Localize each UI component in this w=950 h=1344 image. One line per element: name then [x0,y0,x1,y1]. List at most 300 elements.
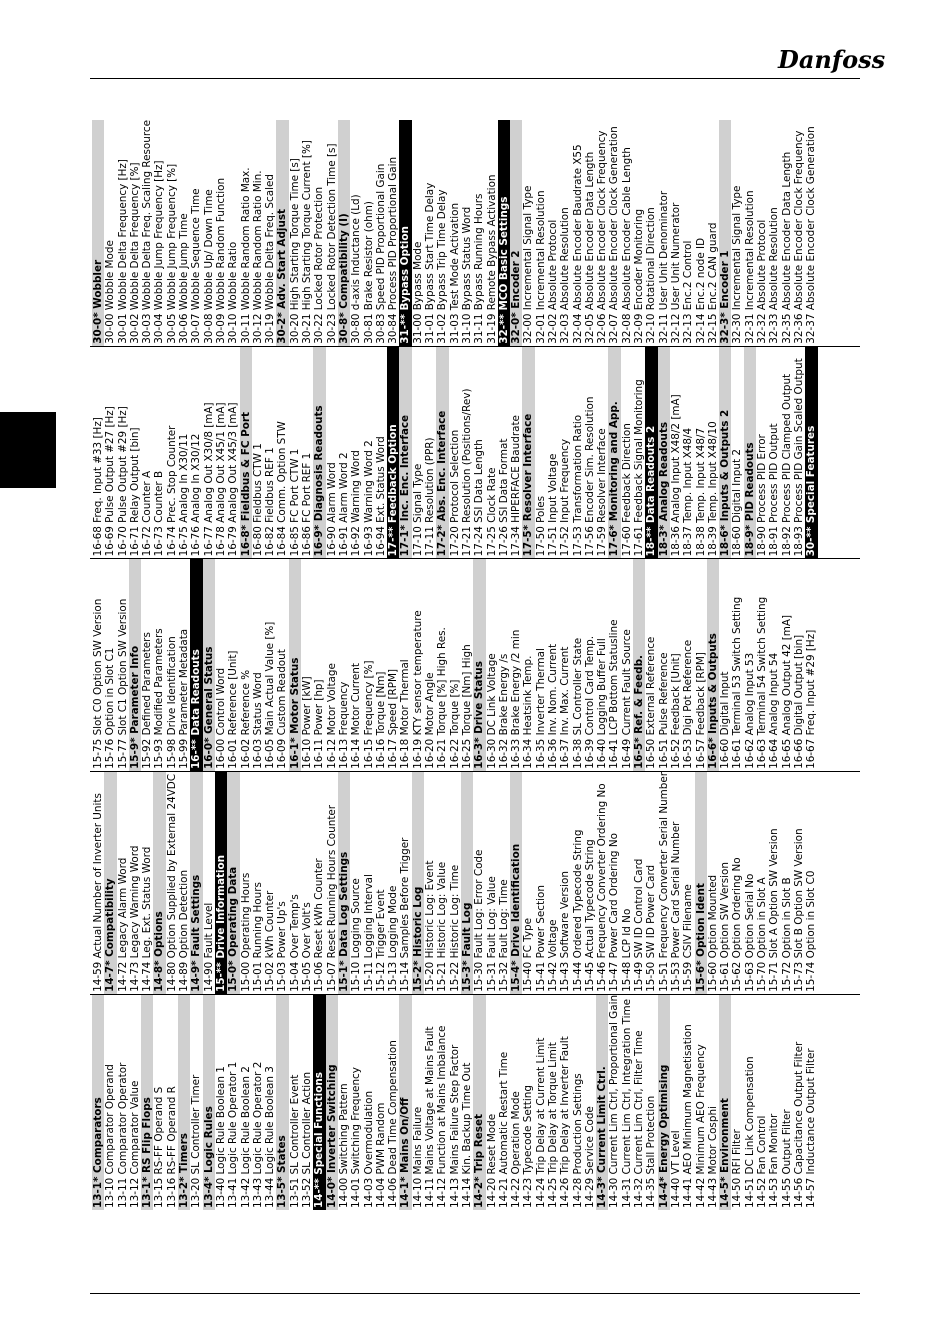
parameter-row: 16-39 Control Card Temp. [583,635,596,769]
parameter-row: 14-72 Legacy Alarm Word [116,857,129,992]
parameter-row: 15-71 Slot A Option SW Version [768,828,781,992]
parameter-row: 16-70 Pulse Output #29 [Hz] [116,406,129,557]
parameter-group-header: 30-8* Compatibility (I) [338,120,350,346]
parameter-row: 16-17 Speed [RPM] [387,668,400,769]
parameter-row: 16-50 External Reference [645,636,658,769]
parameter-column-3 [90,558,860,771]
parameter-row: 15-73 Slot B Option SW Version [792,828,805,992]
parameter-row: 15-77 Slot C1 Option SW Version [116,598,129,769]
parameter-row: 16-82 Fieldbus REF 1 [264,447,277,557]
parameter-row: 32-13 Enc.2 Control [682,240,695,344]
parameter-row: 15-41 Power Section [534,885,547,992]
parameter-row: 15-48 LCP Id No [620,908,633,992]
parameter-row: 16-49 Current Fault Source [620,629,633,769]
parameter-row: 15-07 Reset Running Hours Counter [325,804,338,992]
parameter-row: 31-19 Remote Bypass Activation [485,174,498,344]
parameter-row: 16-73 Counter B [153,470,166,557]
parameter-row: 15-45 Actual Typecode String [583,839,596,992]
parameter-row: 17-34 HIPERFACE Baudrate [510,415,523,557]
parameter-group-header: 15-0* Operating Data [227,772,239,994]
parameter-group-header: 15-1* Data Log Settings [338,772,350,994]
parameter-group-header: 16-1* Motor Status [289,559,301,771]
parameter-row: 14-20 Reset Mode [485,1113,498,1208]
parameter-row: 30-21 High Starting Torque Current [%] [301,140,314,344]
parameter-row: 16-63 Terminal 54 Switch Setting [756,596,769,769]
parameter-row: 17-56 Encoder Sim. Resolution [583,396,596,557]
parameter-row: 17-60 Feedback Direction [620,423,633,557]
parameter-row: 14-41 AEO Minimum Magnetisation [682,1024,695,1208]
parameter-row: 16-38 SL Controller State [571,637,584,769]
parameter-row: 16-74 Prec. Stop Counter [165,425,178,557]
parameter-column-2 [90,771,860,994]
parameter-row: 14-35 Stall Protection [645,1095,658,1208]
parameter-row: 32-04 Absolute Encoder Baudrate X55 [571,144,584,344]
parameter-row: 15-70 Option in Slot A [756,877,769,992]
parameter-row: 30-23 Locked Rotor Detection Time [s] [325,143,338,344]
parameter-row: 16-86 FC Port REF 1 [301,452,314,557]
parameter-row: 15-22 Historic Log: Time [448,864,461,992]
parameter-row: 15-14 Samples Before Trigger [399,837,412,992]
parameter-group-header: 32-0* Encoder 2 [510,120,522,346]
parameter-row: 32-01 Incremental Resolution [534,190,547,344]
parameter-row: 14-00 Switching Pattern [337,1083,350,1208]
parameter-row: 32-14 Enc.2 node ID [694,237,707,344]
parameter-row: 16-00 Control Word [214,667,227,769]
parameter-row: 30-22 Locked Rotor Protection [313,186,326,344]
parameter-row: 16-66 Digital Output [bin] [792,634,805,769]
parameter-row: 13-10 Comparator Operand [104,1064,117,1208]
parameter-group-header: 18-6* Inputs & Outputs 2 [719,347,731,559]
parameter-row: 14-73 Legacy Warning Word [128,845,141,992]
parameter-row: 17-61 Feedback Signal Monitoring [633,379,646,557]
parameter-row: 16-32 Brake Energy /s [497,653,510,769]
parameter-group-header: 30-2* Adv. Start Adjust [276,120,288,346]
parameter-row: 16-90 Alarm Word [325,462,338,557]
parameter-section-header: 31-** Bypass Option [399,120,411,346]
parameter-row: 30-09 Wobble Random Function [214,177,227,344]
parameter-row: 14-52 Fan Control [756,1115,769,1208]
parameter-row: 16-15 Frequency [%] [362,660,375,769]
parameter-group-header: 13-1* RS Flip Flops [141,995,153,1210]
parameter-row: 14-90 Fault Level [202,902,215,992]
parameter-row: 18-60 Digital Input 2 [731,449,744,557]
parameter-row: 14-89 Option Detection [178,869,191,992]
parameter-row: 14-59 Actual Number of Inverter Units [92,793,104,992]
parameter-row: 16-80 Fieldbus CTW 1 [251,443,264,557]
parameter-row: 16-78 Analog Out X45/1 [mA] [214,402,227,557]
parameter-section-header: 30-** Special Features [805,347,817,559]
parameter-row: 32-03 Absolute Resolution [559,207,572,344]
parameter-row: 16-09 Custom Readout [276,649,289,769]
parameter-row: 15-72 Option in Slot B [780,877,793,992]
parameter-group-header: 14-2* Trip Reset [473,995,485,1210]
parameter-row: 15-31 Fault Log: Value [485,876,498,992]
parameter-row: 32-11 User Unit Denominator [657,190,670,344]
parameter-row: 30-07 Wobble Sequence Time [190,188,203,344]
parameter-row: 15-60 Option Mounted [706,874,719,992]
parameter-row: 15-00 Operating Hours [239,872,252,992]
parameter-row: 13-42 Logic Rule Boolean 2 [239,1066,252,1208]
parameter-row: 15-93 Modified Parameters [153,628,166,769]
parameter-group-header: 16-6* Inputs & Outputs [707,559,719,771]
parameter-group-header: 14-7* Compatibility [104,772,116,994]
parameter-row: 15-98 Drive Identification [165,636,178,769]
parameter-row: 15-30 Fault Log: Error Code [473,849,486,992]
parameter-row: 16-84 Comm. Option STW [276,421,289,557]
parameter-row: 30-12 Wobble Random Ratio Min. [251,170,264,344]
parameter-row: 16-03 Status Word [251,672,264,769]
parameter-row: 30-02 Wobble Delta Frequency [%] [128,162,141,344]
danfoss-logo [774,38,886,78]
parameter-group-header: 15-6* Option Ident [695,772,707,994]
parameter-row: 31-11 Bypass Running Hours [473,193,486,344]
parameter-section-header: 15-** Drive Information [215,772,227,994]
parameter-row: 16-61 Terminal 53 Switch Setting [731,596,744,769]
parameter-row: 14-50 RFI Filter [731,1129,744,1208]
parameter-row: 15-05 Over Volt's [301,902,314,992]
parameter-row: 32-36 Absolute Encoder Clock Frequency [792,130,805,344]
parameter-group-header: 16-0* General Status [203,559,215,771]
parameter-row: 16-13 Frequency [337,681,350,769]
parameter-row: 18-39 Temp. Input X48/10 [706,421,719,557]
parameter-row: 15-32 Fault Log: Time [497,879,510,992]
parameter-row: 30-81 Brake Resistor (ohm) [362,201,375,344]
parameter-row: 32-31 Incremental Resolution [743,190,756,344]
parameter-row: 32-35 Absolute Encoder Data Length [780,151,793,344]
footer-rule [90,1293,860,1294]
parameter-row: 15-46 Frequency Converter Ordering No [596,783,609,992]
parameter-group-header: 15-3* Fault Log [461,772,473,994]
parameter-row: 15-13 Logging Mode [387,885,400,992]
parameter-row: 31-10 Bypass Status Word [460,206,473,344]
parameter-row: 14-40 VT Level [669,1130,682,1208]
parameter-row: 16-64 Analog Input 54 [768,652,781,769]
parameter-row: 16-37 Inv. Max. Current [559,646,572,769]
parameter-row: 14-74 Leg. Ext. Status Word [141,846,154,992]
section-tab-marker [0,412,56,488]
logo-text: Danfoss [778,45,886,74]
parameter-row: 14-30 Current Lim Ctrl, Proportional Gain [608,994,621,1208]
parameter-row: 16-94 Ext. Status Word [374,436,387,557]
parameter-row: 17-21 Resolution (Positions/Rev) [460,388,473,557]
parameter-group-header: 13-4* Logic Rules [203,995,215,1210]
parameter-row: 17-10 Signal Type [411,463,424,557]
parameter-row: 15-62 Option Ordering No [731,857,744,992]
parameter-row: 14-29 Service Code [583,1106,596,1208]
parameter-row: 17-11 Resolution (PPR) [424,437,437,557]
parameter-row: 15-03 Power Up's [276,901,289,992]
parameter-row: 17-20 Protocol Selection [448,429,461,557]
parameter-row: 16-16 Torque [Nm] [374,671,387,769]
parameter-row: 15-01 Running Hours [251,882,264,992]
parameter-row: 16-68 Freq. Input #33 [Hz] [92,417,104,557]
parameter-group-header: 14-4* Energy Optimising [658,995,670,1210]
parameter-row: 32-10 Rotational Direction [645,207,658,344]
parameter-row: 18-36 Analog Input X48/2 [mA] [669,394,682,557]
parameter-row: 30-04 Wobble Jump Frequency [Hz] [153,160,166,344]
parameter-row: 17-53 Transformation Ratio [571,414,584,557]
parameter-row: 15-21 Historic Log: Value [436,861,449,992]
parameter-row: 14-57 Inductance Output Filter [805,1048,818,1208]
parameter-row: 32-30 Incremental Signal Type [731,185,744,344]
parameter-row: 13-20 SL Controller Timer [190,1074,203,1208]
parameter-row: 17-26 SSI Data Format [497,438,510,557]
parameter-row: 31-00 Bypass Mode [411,241,424,344]
parameter-group-header: 18-9* PID Readouts [744,347,756,559]
parameter-section-header: 18-** Data Readouts 2 [645,347,657,559]
parameter-row: 14-55 Output Filter [780,1109,793,1208]
parameter-row: 15-20 Historic Log: Event [424,860,437,992]
parameter-row: 14-24 Trip Delay at Current Limit [534,1037,547,1208]
parameter-row: 32-08 Absolute Encoder Cable Length [620,147,633,344]
parameter-row: 16-53 Digi Pot Reference [682,639,695,769]
parameter-row: 17-59 Resolver Interface [596,428,609,557]
parameter-group-header: 18-3* Analog Readouts [658,347,670,559]
parameter-row: 14-03 Overmodulation [362,1090,375,1208]
parameter-row: 14-06 Dead Time Compensation [387,1040,400,1208]
parameter-row: 14-12 Function at Mains Imbalance [436,1025,449,1208]
parameter-row: 13-16 RS-FF Operand R [165,1086,178,1208]
parameter-row: 15-44 Ordered Typecode String [571,829,584,992]
parameter-group-header: 30-0* Wobbler [92,120,104,346]
parameter-row: 15-11 Logging Interval [362,874,375,992]
parameter-row: 17-24 SSI Data Length [473,439,486,557]
parameter-group-header: 16-8* Fieldbus & FC Port [240,347,252,559]
parameter-group-header: 13-1* Comparators [92,995,104,1210]
parameter-row: 30-01 Wobble Delta Frequency [Hz] [116,159,129,344]
parameter-section-header: 16-** Data Readouts [190,559,202,771]
parameter-group-header: 14-8* Options [153,772,165,994]
parameter-row: 30-05 Wobble Jump Frequency [%] [165,163,178,344]
parameter-row: 14-01 Switching Frequency [350,1067,363,1208]
parameter-group-header: 14-5* Environment [719,995,731,1210]
parameter-row: 30-03 Wobble Delta Freq. Scaling Resource [141,120,154,344]
parameter-row: 13-11 Comparator Operator [116,1062,129,1208]
parameter-row: 30-20 High Starting Torque Time [s] [288,158,301,344]
parameter-row: 15-12 Trigger Event [374,889,387,992]
parameter-row: 16-41 LCP Bottom Statusline [608,619,621,769]
parameter-row: 30-19 Wobble Delta Freq. Scaled [264,174,277,344]
parameter-row: 13-44 Logic Rule Boolean 3 [264,1066,277,1208]
parameter-row: 14-22 Operation Mode [510,1091,523,1208]
parameter-row: 15-99 Parameter Metadata [178,628,191,769]
parameter-row: 18-38 Temp. Input X48/7 [694,427,707,557]
parameter-row: 32-12 User Unit Numerator [669,202,682,344]
parameter-row: 16-35 Inverter Thermal [534,648,547,769]
parameter-row: 16-92 Warning Word [350,450,363,557]
parameter-columns [90,120,860,1210]
parameter-row: 32-07 Absolute Encoder Clock Generation [608,126,621,344]
parameter-column-1 [90,994,860,1210]
parameter-row: 15-76 Option in Slot C1 [104,647,117,769]
parameter-group-header: 17-2* Abs. Enc. Interface [436,347,448,559]
parameter-row: 16-01 Reference [Unit] [227,650,240,769]
parameter-row: 16-71 Relay Output [bin] [128,427,141,557]
parameter-row: 15-43 Software Version [559,871,572,992]
parameter-row: 14-42 Minimum AEO Frequency [694,1044,707,1208]
parameter-row: 16-21 Torque [%] High Res. [436,627,449,769]
parameter-row: 16-36 Inv. Nom. Current [546,643,559,769]
parameter-group-header: 13-2* Timers [178,995,190,1210]
parameter-row: 13-43 Logic Rule Operator 2 [251,1061,264,1208]
parameter-row: 16-33 Brake Energy /2 min [510,629,523,769]
parameter-row: 32-02 Absolute Protocol [546,219,559,344]
parameter-row: 16-14 Motor Current [350,663,363,769]
parameter-row: 16-05 Main Actual Value [%] [264,621,277,769]
parameter-group-header: 15-2* Historic Log [412,772,424,994]
parameter-row: 14-04 PWM Random [374,1102,387,1208]
parameter-row: 15-10 Logging Source [350,878,363,992]
parameter-row: 31-02 Bypass Trip Time Delay [436,189,449,344]
parameter-row: 15-74 Option in Slot C0 [805,870,818,992]
parameter-row: 16-40 Logging Buffer Full [596,638,609,769]
parameter-row: 14-80 Option Supplied by External 24VDC [165,773,178,992]
parameter-row: 16-30 DC Link Voltage [485,653,498,769]
parameter-group-header: 14-1* Mains On/Off [399,995,411,1210]
parameter-row: 16-25 Torque [Nm] High [460,644,473,769]
parameter-row: 16-20 Motor Angle [424,672,437,769]
parameter-row: 15-40 FC Type [522,918,535,992]
parameter-row: 13-12 Comparator Value [128,1080,141,1208]
parameter-row: 30-83 Speed PID Proportional Gain [374,163,387,344]
parameter-row: 30-00 Wobble Mode [104,240,117,344]
parameter-row: 16-72 Counter A [141,470,154,557]
parameter-row: 18-93 Process PID Gain Scaled Output [792,358,805,557]
parameter-row: 32-33 Absolute Resolution [768,207,781,344]
parameter-group-header: 17-6* Monitoring and App. [608,347,620,559]
parameter-row: 16-52 Feedback [Unit] [669,653,682,769]
parameter-row: 32-06 Absolute Encoder Clock Frequency [596,130,609,344]
parameter-row: 31-03 Test Mode Activation [448,202,461,344]
parameter-row: 15-51 Frequency Converter Serial Number [657,771,670,992]
parameter-row: 16-19 KTY sensor temperature [411,610,424,769]
parameter-row: 18-91 Process PID Output [768,423,781,557]
parameter-row: 15-50 SW ID Power Card [645,864,658,992]
parameter-row: 15-49 SW ID Control Card [633,858,646,992]
parameter-row: 18-92 Process PID Clamped Output [780,373,793,557]
parameter-group-header: 14-3* Current Limit Ctrl. [596,995,608,1210]
parameter-row: 18-37 Temp. Input X48/4 [682,427,695,557]
parameter-row: 16-67 Freq. Input #29 [Hz] [805,629,818,769]
parameter-section-header: 32-** MCO Basic Settings [498,120,510,346]
parameter-row: 16-57 Feedback [RPM] [694,652,707,769]
parameter-row: 16-75 Analog In X30/11 [178,433,191,557]
parameter-row: 16-93 Warning Word 2 [362,440,375,557]
parameter-row: 17-52 Input Frequency [559,438,572,557]
parameter-group-header: 14-0* Inverter Switching [326,995,338,1210]
parameter-group-header: 17-5* Resolver Interface [522,347,534,559]
parameter-column-5 [90,120,860,346]
parameter-row: 32-09 Encoder Monitoring [633,208,646,344]
parameter-row: 16-77 Analog Out X30/8 [mA] [202,402,215,557]
parameter-row: 14-10 Mains Failure [411,1106,424,1208]
parameter-row: 16-62 Analog Input 53 [743,652,756,769]
parameter-row: 16-34 Heatsink Temp. [522,655,535,769]
parameter-row: 18-90 Process PID Error [756,434,769,557]
parameter-row: 15-06 Reset kWh Counter [313,858,326,992]
parameter-row: 16-79 Analog Out X45/3 [mA] [227,402,240,557]
parameter-row: 16-51 Pulse Reference [657,652,670,769]
parameter-row: 16-76 Analog In X30/12 [190,433,203,557]
parameter-row: 15-47 Power Card Ordering No [608,833,621,992]
parameter-row: 15-61 Option SW Version [719,862,732,992]
parameter-row: 32-15 Enc.2 CAN guard [706,222,719,344]
parameter-row: 14-43 Motor Cosphi [706,1106,719,1208]
parameter-row: 32-00 Incremental Signal Type [522,185,535,344]
parameter-row: 15-92 Defined Parameters [141,632,154,769]
parameter-row: 16-11 Power [hp] [313,679,326,769]
parameter-row: 30-80 d-axis Inductance (Ld) [350,194,363,344]
parameter-row: 16-65 Analog Output 42 [mA] [780,614,793,769]
parameter-row: 32-32 Absolute Protocol [756,219,769,344]
parameter-row: 15-63 Option Serial No [743,873,756,992]
parameter-row: 14-56 Capacitance Output Filter [792,1041,805,1208]
parameter-row: 13-40 Logic Rule Boolean 1 [214,1066,227,1208]
parameter-row: 30-84 Process PID Proportional Gain [387,156,400,344]
parameter-row: 15-02 kWh Counter [264,890,277,992]
parameter-row: 17-25 Clock Rate [485,467,498,557]
parameter-row: 32-37 Absolute Encoder Clock Generation [805,126,818,344]
parameter-row: 30-10 Wobble Ratio [227,241,240,344]
parameter-row: 13-52 SL Controller Action [301,1071,314,1208]
parameter-row: 15-42 Voltage [546,919,559,992]
header-rule [90,78,860,79]
parameter-row: 16-10 Power [kW] [301,676,314,769]
parameter-row: 14-26 Trip Delay at Inverter Fault [559,1036,572,1208]
parameter-group-header: 16-3* Drive Status [473,559,485,771]
parameter-row: 30-08 Wobble Up/ Down Time [202,189,215,344]
parameter-section-header: 17-** Feedback Option [387,347,399,559]
parameter-group-header: 15-4* Drive Identification [510,772,522,994]
parameter-row: 31-01 Bypass Start Time Delay [424,182,437,344]
parameter-group-header: 16-5* Ref. & Feedb. [633,559,645,771]
parameter-column-4 [90,346,860,559]
parameter-section-header: 14-** Special Functions [313,995,325,1210]
parameter-row: 16-22 Torque [%] [448,679,461,769]
parameter-row: 16-69 Pulse Output #27 [Hz] [104,406,117,557]
parameter-row: 15-75 Slot C0 Option SW Version [92,598,104,769]
parameter-row: 30-11 Wobble Random Ratio Max. [239,167,252,344]
parameter-group-header: 14-9* Fault Settings [190,772,202,994]
parameter-group-header: 32-3* Encoder 1 [719,120,731,346]
parameter-row: 13-41 Logic Rule Operator 1 [227,1061,240,1208]
parameter-row: 15-53 Power Card Serial Number [669,821,682,992]
parameter-row: 16-85 FC Port CTW 1 [288,448,301,557]
parameter-row: 14-53 Fan Monitor [768,1113,781,1208]
parameter-row: 14-23 Typecode Setting [522,1085,535,1208]
parameter-row: 13-15 RS-FF Operand S [153,1086,166,1208]
parameter-table [90,120,860,1210]
parameter-row: 14-32 Current Lim Ctrl, Filter Time [633,1030,646,1208]
parameter-group-header: 13-5* States [276,995,288,1210]
parameter-row: 32-05 Absolute Encoder Data Length [583,151,596,344]
parameter-row: 14-21 Automatic Restart Time [497,1051,510,1208]
parameter-row: 14-51 DC Link Compensation [743,1056,756,1208]
parameter-row: 14-13 Mains Failure Step Factor [448,1044,461,1208]
parameter-row: 15-04 Over Temp's [288,894,301,992]
parameter-group-header: 17-1* Inc. Enc. Interface [399,347,411,559]
parameter-group-header: 15-9* Parameter Info [129,559,141,771]
parameter-row: 14-31 Current Lim Ctrl, Integration Time [620,998,633,1208]
parameter-row: 17-51 Input Voltage [546,453,559,557]
parameter-row: 15-59 CSIV Filename [682,884,695,992]
parameter-row: 14-14 Kin. Backup Time Out [460,1062,473,1208]
parameter-row: 16-91 Alarm Word 2 [337,452,350,557]
parameter-row: 14-11 Mains Voltage at Mains Fault [424,1026,437,1208]
parameter-row: 16-02 Reference % [239,669,252,769]
parameter-row: 14-25 Trip Delay at Torque Limit [546,1042,559,1208]
parameter-row: 14-28 Production Settings [571,1073,584,1208]
